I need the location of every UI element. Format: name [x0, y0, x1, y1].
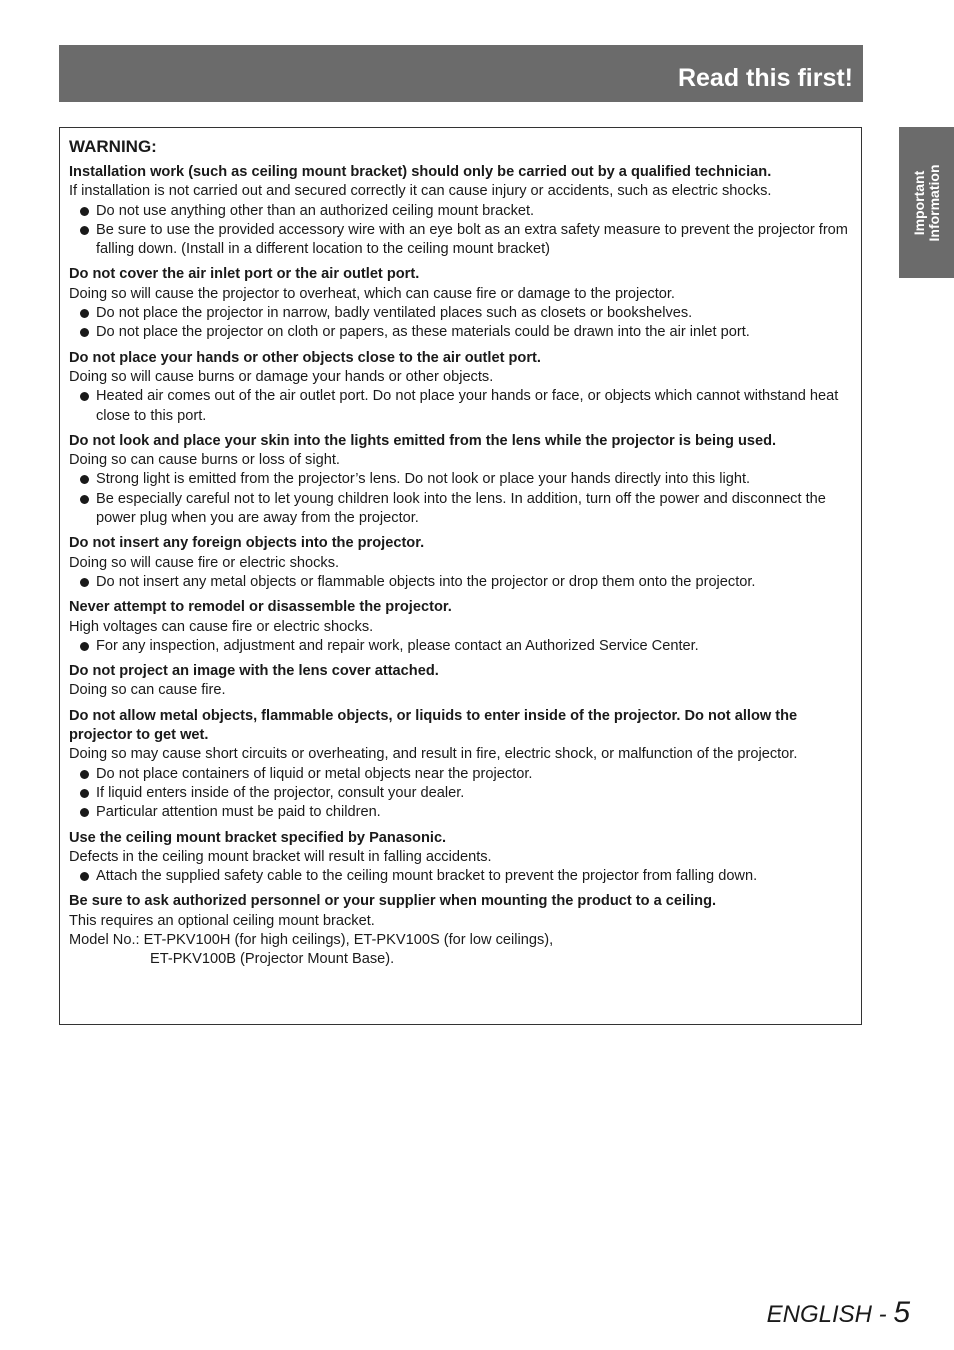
- section-description: Doing so can cause fire.: [69, 682, 226, 699]
- section-description: If installation is not carried out and secured correctly it can cause injury or accidents, such as electric shocks.: [69, 183, 772, 200]
- warning-section-ceiling-mount-personnel: [69, 892, 851, 969]
- section-title: Never attempt to remodel or disassemble the projector.: [69, 599, 452, 616]
- side-tab-label: [912, 164, 942, 241]
- section-description: High voltages can cause fire or electric shocks.: [69, 618, 374, 635]
- model-number-line-1: Model No.: ET-PKV100H (for high ceilings), ET-PKV100S (for low ceilings),: [69, 931, 554, 948]
- bullet-item: Strong light is emitted from the projector’s lens. Do not look or place your hands directly into this light.: [69, 470, 851, 489]
- section-description: Doing so can cause burns or loss of sight.: [69, 452, 340, 469]
- section-description: Doing so will cause fire or electric shocks.: [69, 554, 340, 571]
- bullet-item: Do not insert any metal objects or flammable objects into the projector or drop them onto the projector.: [69, 573, 851, 592]
- bullet-item: Do not place the projector in narrow, badly ventilated places such as closets or bookshelves.: [69, 304, 851, 323]
- section-description: Doing so will cause the projector to overheat, which can cause fire or damage to the projector.: [69, 285, 675, 302]
- section-title: Do not look and place your skin into the lights emitted from the lens while the projector is being used.: [69, 432, 777, 449]
- warning-section: [69, 432, 851, 528]
- bullet-list: [69, 867, 851, 886]
- warning-section: [69, 707, 851, 823]
- section-title: Be sure to ask authorized personnel or your supplier when mounting the product to a ceiling.: [69, 893, 717, 910]
- bullet-list: [69, 573, 851, 592]
- bullet-list: [69, 637, 851, 656]
- section-title: Do not place your hands or other objects close to the air outlet port.: [69, 349, 541, 366]
- section-title: Do not cover the air inlet port or the air outlet port.: [69, 266, 420, 283]
- section-description: Doing so may cause short circuits or overheating, and result in fire, electric shock, or malfunction of the projector.: [69, 746, 798, 763]
- warning-section: [69, 163, 851, 259]
- warning-box: [59, 127, 862, 1025]
- bullet-item: Do not use anything other than an authorized ceiling mount bracket.: [69, 202, 851, 221]
- bullet-item: For any inspection, adjustment and repair work, please contact an Authorized Service Center.: [69, 637, 851, 656]
- section-description: This requires an optional ceiling mount bracket.: [69, 912, 375, 929]
- warning-heading: WARNING:: [69, 137, 157, 156]
- footer-language: ENGLISH -: [766, 1301, 887, 1328]
- bullet-item: If liquid enters inside of the projector, consult your dealer.: [69, 784, 851, 803]
- model-number-line-2: ET-PKV100B (Projector Mount Base).: [150, 951, 395, 968]
- bullet-list: [69, 387, 851, 426]
- warning-sections: [69, 163, 851, 886]
- bullet-list: [69, 304, 851, 343]
- warning-section: [69, 662, 851, 701]
- bullet-item: Do not place containers of liquid or metal objects near the projector.: [69, 765, 851, 784]
- section-description: Doing so will cause burns or damage your hands or other objects.: [69, 368, 494, 385]
- page-footer: [767, 1296, 910, 1332]
- section-title: Do not allow metal objects, flammable objects, or liquids to enter inside of the projector. Do not allow the projector to get wet.: [69, 707, 798, 744]
- section-title: Do not insert any foreign objects into the projector.: [69, 535, 425, 552]
- side-tab-line-1: Important: [910, 170, 927, 235]
- section-description: Defects in the ceiling mount bracket will result in falling accidents.: [69, 848, 492, 865]
- page-number: 5: [893, 1296, 910, 1329]
- warning-section: [69, 349, 851, 426]
- bullet-item: Do not place the projector on cloth or papers, as these materials could be drawn into the air inlet port.: [69, 323, 851, 342]
- bullet-item: Heated air comes out of the air outlet port. Do not place your hands or face, or objects which cannot withstand heat close to this port.: [69, 387, 851, 426]
- page-header-bar: [59, 45, 863, 102]
- warning-section: [69, 534, 851, 592]
- side-tab-line-2: Information: [925, 164, 942, 241]
- bullet-item: Be especially careful not to let young children look into the lens. In addition, turn off the power and disconnect the power plug when you are away from the projector.: [69, 490, 851, 529]
- bullet-list: [69, 765, 851, 823]
- section-title: Installation work (such as ceiling mount bracket) should only be carried out by a qualified technician.: [69, 164, 772, 180]
- bullet-list: [69, 202, 851, 260]
- warning-section: [69, 598, 851, 656]
- bullet-list: [69, 470, 851, 528]
- warning-section: [69, 265, 851, 342]
- section-title: Do not project an image with the lens cover attached.: [69, 663, 439, 680]
- page-title: Read this first!: [677, 64, 853, 92]
- section-title: Use the ceiling mount bracket specified by Panasonic.: [69, 829, 447, 846]
- section-side-tab: [899, 127, 954, 278]
- bullet-item: Be sure to use the provided accessory wire with an eye bolt as an extra safety measure to prevent the projector from falling down. (Install in a different location to the ceiling mount bracket): [69, 221, 851, 260]
- warning-section: [69, 829, 851, 887]
- bullet-item: Particular attention must be paid to children.: [69, 803, 851, 822]
- bullet-item: Attach the supplied safety cable to the ceiling mount bracket to prevent the projector from falling down.: [69, 867, 851, 886]
